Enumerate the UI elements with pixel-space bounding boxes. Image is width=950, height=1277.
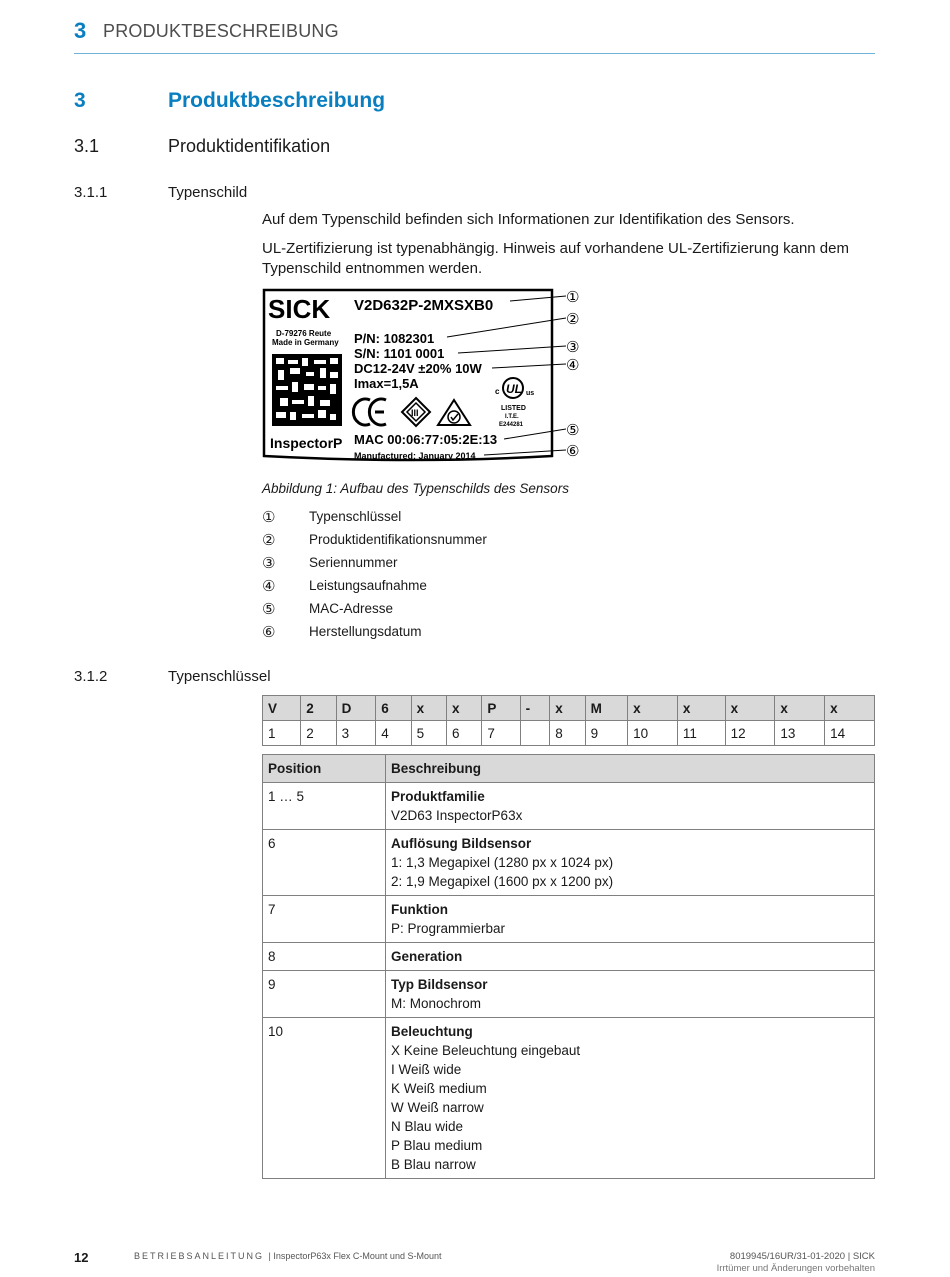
type-key-position: 13 [775,721,825,746]
legend-text: Seriennummer [309,555,398,570]
type-key-char: x [725,696,775,721]
type-key-char: x [550,696,585,721]
row-line: P Blau medium [391,1138,483,1153]
figure-caption: Abbildung 1: Aufbau des Typenschilds des Sensors [262,481,569,496]
section-title: Produktbeschreibung [168,89,386,112]
type-key-char: M [585,696,628,721]
footer-doc-title [134,1251,441,1261]
legend-text: Herstellungsdatum [309,624,422,639]
subsection-number: 3.1 [74,136,100,156]
row-position: 1 … 5 [263,783,386,830]
paragraph-intro: Auf dem Typenschild befinden sich Informationen zur Identifikation des Sensors. [262,211,795,228]
type-key-char: 2 [301,696,336,721]
row-line: B Blau narrow [391,1157,476,1172]
footer-product: | InspectorP63x Flex C-Mount und S-Mount [268,1251,442,1261]
subsubsection-number: 3.1.2 [74,668,108,685]
label-pn: P/N: 1082301 [354,331,435,346]
label-type-code: V2D632P-2MXSXB0 [354,297,494,314]
type-key-position: 9 [585,721,628,746]
column-header-position: Position [263,755,386,783]
row-description [386,1018,875,1179]
callout-numbers [566,288,579,460]
type-key-position: 7 [482,721,520,746]
label-sn: S/N: 1101 0001 [354,346,445,361]
row-position: 7 [263,896,386,943]
row-line: P: Programmierbar [391,921,506,936]
row-position: 8 [263,943,386,971]
label-mac: MAC 00:06:77:05:2E:13 [354,432,498,447]
legend-item [262,552,712,575]
row-line: K Weiß medium [391,1081,487,1096]
legend-item [262,598,712,621]
legend-item [262,506,712,529]
callout-3: ③ [566,338,580,356]
svg-text:III: III [411,408,419,418]
type-key-position: 12 [725,721,775,746]
row-title: Funktion [391,902,448,917]
row-description [386,943,875,971]
legend-number: ① [262,509,276,526]
subsubsection-title: Typenschild [168,184,248,201]
svg-text:LISTED: LISTED [501,405,526,412]
label-power: DC12-24V ±20% 10W [354,361,482,376]
type-label-figure [262,288,592,470]
legend-number: ④ [262,578,276,595]
row-title: Produktfamilie [391,789,485,804]
footer-doc-type: BETRIEBSANLEITUNG [134,1251,265,1261]
footer-doc-id: 8019945/16UR/31-01-2020 | SICK [729,1251,875,1262]
row-line: 2: 1,9 Megapixel (1600 px x 1200 px) [391,874,614,889]
table-row [263,1018,875,1179]
type-key-table [262,695,875,746]
label-imax: Imax=1,5A [354,376,419,391]
row-description [386,783,875,830]
type-key-char-row [263,696,875,721]
legend-number: ⑥ [262,624,276,641]
type-key-position: 4 [376,721,411,746]
type-key-char: x [825,696,875,721]
type-key-char: x [411,696,446,721]
callout-1: ① [566,288,580,306]
type-key-char: P [482,696,520,721]
label-manufactured: Manufactured: January 2014 [354,451,476,461]
table-row [263,896,875,943]
legend-number: ③ [262,555,276,572]
footer-disclaimer: Irrtümer und Änderungen vorbehalten [716,1263,875,1274]
header-chapter-number: 3 [74,18,87,43]
type-key-position: 1 [263,721,301,746]
row-line: W Weiß narrow [391,1100,484,1115]
row-line: I Weiß wide [391,1062,462,1077]
row-description [386,896,875,943]
type-key-char: x [447,696,482,721]
row-description [386,971,875,1018]
type-key-char: x [775,696,825,721]
row-line: N Blau wide [391,1119,464,1134]
type-key-char: D [336,696,376,721]
subsection-title: Produktidentifikation [168,136,331,156]
page-number: 12 [74,1250,89,1265]
row-line: 1: 1,3 Megapixel (1280 px x 1024 px) [391,855,614,870]
type-key-position [520,721,550,746]
svg-text:E244281: E244281 [499,422,524,428]
legend-text: Produktidentifikationsnummer [309,532,487,547]
header-rule [74,53,875,54]
row-line: X Keine Beleuchtung eingebaut [391,1043,581,1058]
subsubsection-title: Typenschlüssel [168,668,271,685]
legend-item [262,575,712,598]
type-key-char: - [520,696,550,721]
row-title: Auflösung Bildsensor [391,836,532,851]
type-key-position: 8 [550,721,585,746]
type-key-char: x [677,696,725,721]
svg-text:us: us [526,390,535,397]
type-key-position: 5 [411,721,446,746]
table-row [263,943,875,971]
row-line: V2D63 InspectorP63x [391,808,523,823]
callout-2: ② [566,310,580,328]
type-key-description-table [262,754,875,1179]
row-title: Beleuchtung [391,1024,473,1039]
subsubsection-number: 3.1.1 [74,184,108,201]
legend-number: ② [262,532,276,549]
callout-5: ⑤ [566,421,580,439]
type-key-position: 3 [336,721,376,746]
table-row [263,783,875,830]
row-position: 9 [263,971,386,1018]
table-row [263,971,875,1018]
callout-4: ④ [566,356,580,374]
type-key-position-row [263,721,875,746]
type-key-position: 2 [301,721,336,746]
figure-legend [262,506,712,644]
legend-text: Typenschlüssel [309,509,402,524]
row-title: Typ Bildsensor [391,977,488,992]
legend-number: ⑤ [262,601,276,618]
column-header-description: Beschreibung [386,755,875,783]
type-key-position: 6 [447,721,482,746]
table-header-row [263,755,875,783]
type-key-char: 6 [376,696,411,721]
legend-text: MAC-Adresse [309,601,394,616]
sick-logo: SICK [268,294,331,324]
svg-text:c: c [495,387,500,396]
table-row [263,830,875,896]
svg-text:UL: UL [506,382,522,396]
legend-item [262,621,712,644]
row-title: Generation [391,949,463,964]
legend-item [262,529,712,552]
type-key-position: 10 [628,721,678,746]
type-key-char: x [628,696,678,721]
label-product-name: InspectorP [270,435,343,451]
type-key-position: 14 [825,721,875,746]
label-address-2: Made in Germany [272,338,339,347]
data-matrix-code [272,354,342,426]
type-key-char: V [263,696,301,721]
callout-6: ⑥ [566,442,580,460]
row-line: M: Monochrom [391,996,482,1011]
header-chapter-title: PRODUKTBESCHREIBUNG [103,21,339,41]
row-position: 10 [263,1018,386,1179]
paragraph-ul: UL-Zertifizierung ist typenabhängig. Hinweis auf vorhandene UL-Zertifizierung kann dem Typenschild entnommen werden. [262,240,849,277]
svg-text:I.T.E.: I.T.E. [505,414,519,420]
section-number: 3 [74,89,86,112]
row-position: 6 [263,830,386,896]
legend-text: Leistungsaufnahme [309,578,427,593]
type-key-position: 11 [677,721,725,746]
label-address-1: D-79276 Reute [276,329,332,338]
row-description [386,830,875,896]
